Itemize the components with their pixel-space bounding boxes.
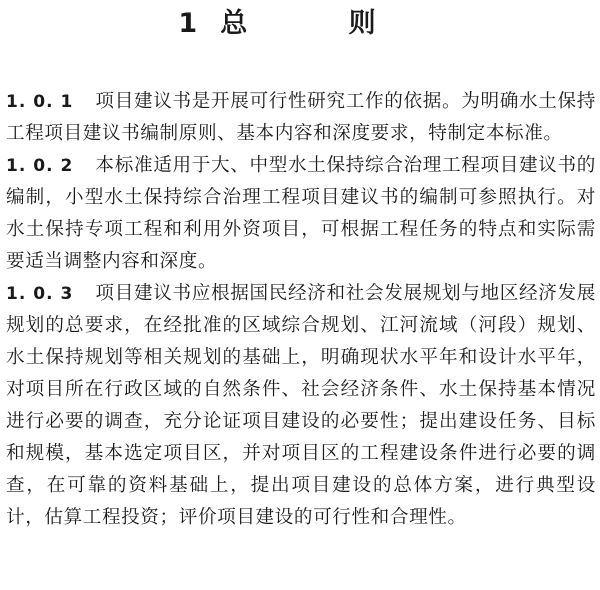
clause-1-0-3 [6, 278, 596, 534]
clause-text: 项目建议书是开展可行性研究工作的依据。为明确水土保持工程项目建议书编制原则、基本内容和深度要求，特制定本标准。 [6, 91, 596, 144]
clause-text: 本标准适用于大、中型水土保持综合治理工程项目建议书的编制，小型水土保持综合治理工程项目建议书的编制可参照执行。对水土保持专项工程和利用外资项目，可根据工程任务的特点和实际需要适当调整内容和深度。 [6, 155, 596, 272]
clause-number: 1. 0. 3 [6, 284, 74, 304]
clause-1-0-1 [6, 86, 596, 150]
clause-text: 项目建议书应根据国民经济和社会发展规划与地区经济发展规划的总要求，在经批准的区域综合规划、江河流域（河段）规划、水土保持规划等相关规划的基础上，明确现状水平年和设计水平年，对项目所在行政区域的自然条件、社会经济条件、水土保持基本情况进行必要的调查，充分论证项目建设的必要性；提出建设任务、目标和规模，基本选定项目区，并对项目区的工程建设条件进行必要的调查，在可靠的资料基础上，提出项目建设的总体方案，进行典型设计，估算工程投资；评价项目建设的可行性和合理性。 [6, 283, 596, 528]
chapter-number: 1 [178, 8, 199, 39]
chapter-heading [0, 0, 600, 48]
clause-list [6, 86, 596, 534]
clause-number: 1. 0. 1 [6, 92, 74, 112]
clause-number: 1. 0. 2 [6, 156, 74, 176]
clause-1-0-2 [6, 150, 596, 278]
chapter-title: 总 则 [220, 8, 422, 39]
